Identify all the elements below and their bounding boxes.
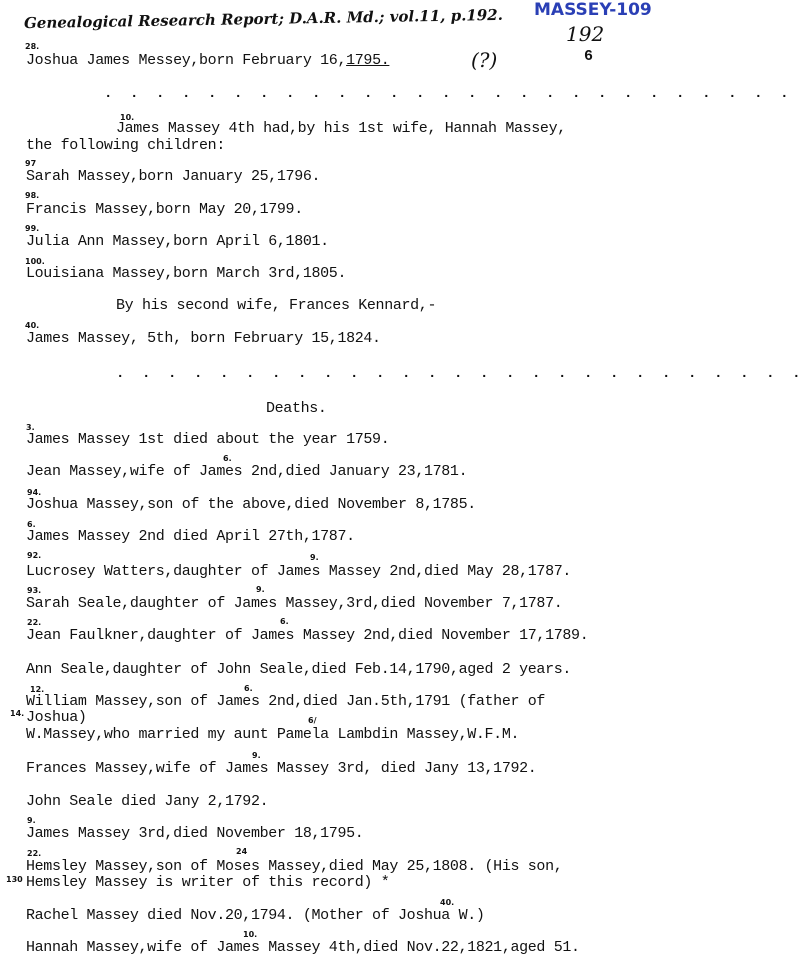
stamp-label: MASSEY-109 xyxy=(534,0,652,20)
text-line: James Massey 2nd died April 27th,1787. xyxy=(26,528,355,545)
page-number-handwritten: 192 xyxy=(566,22,605,46)
margin-number: 6. xyxy=(27,520,36,529)
margin-number: 94. xyxy=(27,488,42,497)
margin-number: 97 xyxy=(25,159,37,168)
margin-number: 14. xyxy=(10,709,25,718)
text-line: Francis Massey,born May 20,1799. xyxy=(26,201,303,218)
text-line: Sarah Seale,daughter of James Massey,3rd,died November 7,1787. xyxy=(26,595,563,612)
text-line: Lucrosey Watters,daughter of James Massey 2nd,died May 28,1787. xyxy=(26,563,572,580)
dot-separator: . . . . . . . . . . . . . . . . . . . . . . . . . . . xyxy=(116,366,805,382)
margin-number: 9. xyxy=(310,553,319,562)
margin-number: 22. xyxy=(27,618,42,627)
text-line: W.Massey,who married my aunt Pamela Lambdin Massey,W.F.M. xyxy=(26,726,520,743)
question-mark-annotation: (?) xyxy=(471,48,498,72)
margin-number: 3. xyxy=(26,423,35,432)
text-line: Julia Ann Massey,born April 6,1801. xyxy=(26,233,329,250)
section-heading: Deaths. xyxy=(266,400,327,417)
margin-number: 93. xyxy=(27,586,42,595)
margin-number: 9. xyxy=(27,816,36,825)
margin-number: 6. xyxy=(280,617,289,626)
margin-number: 10. xyxy=(120,113,135,122)
margin-number: 9. xyxy=(252,751,261,760)
text-line: Rachel Massey died Nov.20,1794. (Mother of Joshua W.) xyxy=(26,907,485,924)
margin-number: 9. xyxy=(256,585,265,594)
text-line: James Massey 3rd,died November 18,1795. xyxy=(26,825,364,842)
handwritten-title: Genealogical Research Report; D.A.R. Md.; vol.11, p.192. xyxy=(23,5,504,33)
text-line: the following children: xyxy=(26,137,225,154)
text-line: Hannah Massey,wife of James Massey 4th,died Nov.22,1821,aged 51. xyxy=(26,939,580,956)
text-line: James Massey 4th had,by his 1st wife, Hannah Massey, xyxy=(116,120,566,137)
text-line: John Seale died Jany 2,1792. xyxy=(26,793,269,810)
text-line: By his second wife, Frances Kennard,- xyxy=(116,297,437,314)
text-line: Sarah Massey,born January 25,1796. xyxy=(26,168,321,185)
margin-number: 10. xyxy=(243,930,258,939)
margin-number: 24 xyxy=(236,847,248,856)
margin-number: 12. xyxy=(30,685,45,694)
page-number: 6 xyxy=(584,48,593,65)
text-line: Hemsley Massey is writer of this record) * xyxy=(26,874,390,891)
margin-number: 99. xyxy=(25,224,40,233)
text-line: Jean Massey,wife of James 2nd,died January 23,1781. xyxy=(26,463,468,480)
margin-number: 130 xyxy=(6,875,23,884)
margin-number: 92. xyxy=(27,551,42,560)
text-line: James Massey, 5th, born February 15,1824. xyxy=(26,330,381,347)
margin-number: 6/ xyxy=(308,716,317,725)
text-line xyxy=(26,52,389,69)
text-line: Frances Massey,wife of James Massey 3rd, died Jany 13,1792. xyxy=(26,760,537,777)
margin-number: 40. xyxy=(25,321,40,330)
underlined-year: 1795. xyxy=(346,52,390,69)
margin-number: 6. xyxy=(223,454,232,463)
margin-number: 100. xyxy=(25,257,45,266)
text-segment: Joshua James Messey,born February 16, xyxy=(26,52,347,69)
text-line: Hemsley Massey,son of Moses Massey,died May 25,1808. (His son, xyxy=(26,858,563,875)
margin-number: 6. xyxy=(244,684,253,693)
text-line: Jean Faulkner,daughter of James Massey 2nd,died November 17,1789. xyxy=(26,627,589,644)
text-line: William Massey,son of James 2nd,died Jan.5th,1791 (father of xyxy=(26,693,546,710)
text-line: James Massey 1st died about the year 1759. xyxy=(26,431,390,448)
text-line: Louisiana Massey,born March 3rd,1805. xyxy=(26,265,347,282)
text-line: Joshua Massey,son of the above,died November 8,1785. xyxy=(26,496,476,513)
margin-number: 28. xyxy=(25,42,40,51)
text-line: Joshua) xyxy=(26,709,87,726)
margin-number: 22. xyxy=(27,849,42,858)
margin-number: 40. xyxy=(440,898,455,907)
text-line: Ann Seale,daughter of John Seale,died Feb.14,1790,aged 2 years. xyxy=(26,661,572,678)
margin-number: 98. xyxy=(25,191,40,200)
dot-separator: . . . . . . . . . . . . . . . . . . . . . . . . . . . xyxy=(104,86,794,102)
